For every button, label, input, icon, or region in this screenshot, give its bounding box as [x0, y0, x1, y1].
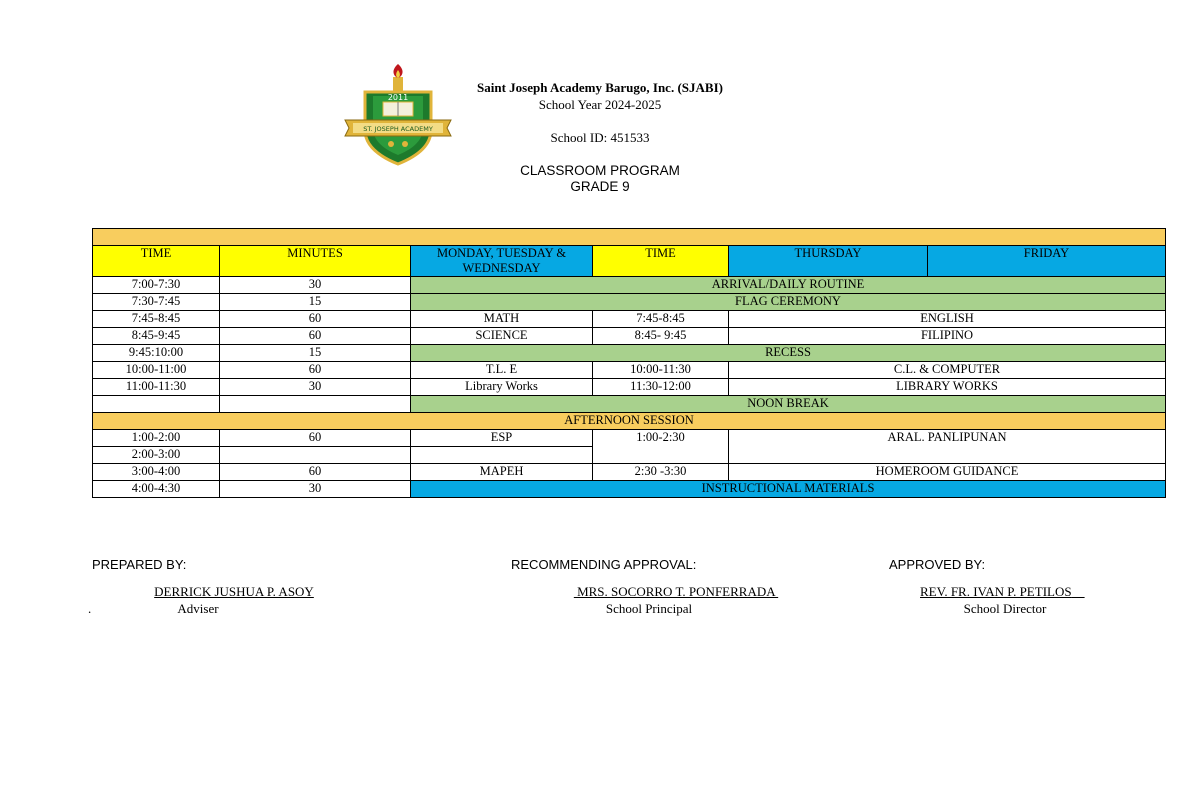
minutes-cell: 60 — [220, 430, 411, 447]
thf-subject-cell: LIBRARY WORKS — [729, 379, 1166, 396]
table-row — [93, 413, 1166, 430]
mtw-subject-cell: MATH — [411, 311, 593, 328]
thf-subject-cell: C.L. & COMPUTER — [729, 362, 1166, 379]
time-cell: 4:00-4:30 — [93, 481, 220, 498]
prepared-by-name: DERRICK JUSHUA P. ASOY — [154, 584, 314, 599]
thf-subject-cell: ARAL. PANLIPUNAN — [729, 430, 1166, 464]
span-cell: ARRIVAL/DAILY ROUTINE — [411, 277, 1166, 294]
thf-subject-cell: HOMEROOM GUIDANCE — [729, 464, 1166, 481]
grade-label: GRADE 9 — [570, 179, 630, 194]
time2-cell: 10:00-11:30 — [593, 362, 729, 379]
minutes-cell: 30 — [220, 481, 411, 498]
time-cell: 11:00-11:30 — [93, 379, 220, 396]
schedule-table — [92, 228, 1166, 498]
prepared-by-label: PREPARED BY: — [92, 557, 187, 572]
minutes-cell: 60 — [220, 311, 411, 328]
minutes-cell: 30 — [220, 277, 411, 294]
school-name: Saint Joseph Academy Barugo, Inc. (SJABI) — [477, 80, 723, 95]
header-thursday: THURSDAY — [729, 246, 928, 277]
recommending-approval-label: RECOMMENDING APPROVAL: — [511, 557, 697, 572]
table-row — [93, 481, 1166, 498]
program-title: CLASSROOM PROGRAM — [520, 163, 680, 178]
header-time2: TIME — [593, 246, 729, 277]
table-row — [93, 277, 1166, 294]
header-minutes: MINUTES — [220, 246, 411, 277]
school-year: School Year 2024-2025 — [538, 97, 662, 112]
header-mtw: MONDAY, TUESDAY & WEDNESDAY — [411, 246, 593, 277]
table-top-band — [93, 229, 1166, 246]
minutes-cell: 60 — [220, 328, 411, 345]
afternoon-session-band: AFTERNOON SESSION — [93, 413, 1166, 430]
approved-name: REV. FR. IVAN P. PETILOS — [920, 584, 1072, 599]
thf-subject-cell: FILIPINO — [729, 328, 1166, 345]
mtw-subject-cell: MAPEH — [411, 464, 593, 481]
time-cell: 7:00-7:30 — [93, 277, 220, 294]
time-cell: 7:30-7:45 — [93, 294, 220, 311]
recommending-name: MRS. SOCORRO T. PONFERRADA — [573, 584, 779, 599]
svg-text:2011: 2011 — [387, 93, 409, 102]
time-cell: 2:00-3:00 — [93, 447, 220, 464]
minutes-cell — [220, 396, 411, 413]
time-cell: 3:00-4:00 — [93, 464, 220, 481]
time-cell — [93, 396, 220, 413]
span-cell: INSTRUCTIONAL MATERIALS — [411, 481, 1166, 498]
time2-cell: 1:00-2:30 — [593, 430, 729, 464]
mtw-subject-cell: Library Works — [411, 379, 593, 396]
school-id: School ID: 451533 — [550, 130, 650, 145]
minutes-cell: 30 — [220, 379, 411, 396]
table-row — [93, 396, 1166, 413]
mtw-subject-cell: ESP — [411, 430, 593, 447]
recommending-role: School Principal — [605, 601, 693, 616]
minutes-cell: 60 — [220, 362, 411, 379]
table-row — [93, 362, 1166, 379]
svg-text:ST. JOSEPH ACADEMY: ST. JOSEPH ACADEMY — [363, 125, 433, 133]
table-header-row — [93, 246, 1166, 277]
table-row — [93, 345, 1166, 362]
table-row — [93, 294, 1166, 311]
time2-cell: 2:30 -3:30 — [593, 464, 729, 481]
minutes-cell: 60 — [220, 464, 411, 481]
thf-subject-cell: ENGLISH — [729, 311, 1166, 328]
approved-by-label: APPROVED BY: — [889, 557, 986, 572]
table-row — [93, 464, 1166, 481]
table-row — [93, 328, 1166, 345]
mtw-subject-cell: T.L. E — [411, 362, 593, 379]
minutes-cell: 15 — [220, 345, 411, 362]
time-cell: 8:45-9:45 — [93, 328, 220, 345]
header-time: TIME — [93, 246, 220, 277]
approved-role: School Director — [963, 601, 1047, 616]
time-cell: 1:00-2:00 — [93, 430, 220, 447]
mtw-subject-cell: SCIENCE — [411, 328, 593, 345]
school-logo — [343, 62, 453, 166]
time-cell: 7:45-8:45 — [93, 311, 220, 328]
time2-cell: 8:45- 9:45 — [593, 328, 729, 345]
minutes-cell: 15 — [220, 294, 411, 311]
table-row — [93, 311, 1166, 328]
span-cell: FLAG CEREMONY — [411, 294, 1166, 311]
table-row — [93, 430, 1166, 447]
stray-dot: . — [88, 601, 92, 616]
time2-cell: 7:45-8:45 — [593, 311, 729, 328]
time-cell: 10:00-11:00 — [93, 362, 220, 379]
minutes-cell — [220, 447, 411, 464]
time2-cell: 11:30-12:00 — [593, 379, 729, 396]
header-friday: FRIDAY — [928, 246, 1166, 277]
prepared-by-role: Adviser — [177, 601, 219, 616]
approved-name-wrap — [920, 584, 1120, 600]
mtw-subject-cell — [411, 447, 593, 464]
span-cell: RECESS — [411, 345, 1166, 362]
time-cell: 9:45:10:00 — [93, 345, 220, 362]
span-cell: NOON BREAK — [411, 396, 1166, 413]
table-row — [93, 379, 1166, 396]
